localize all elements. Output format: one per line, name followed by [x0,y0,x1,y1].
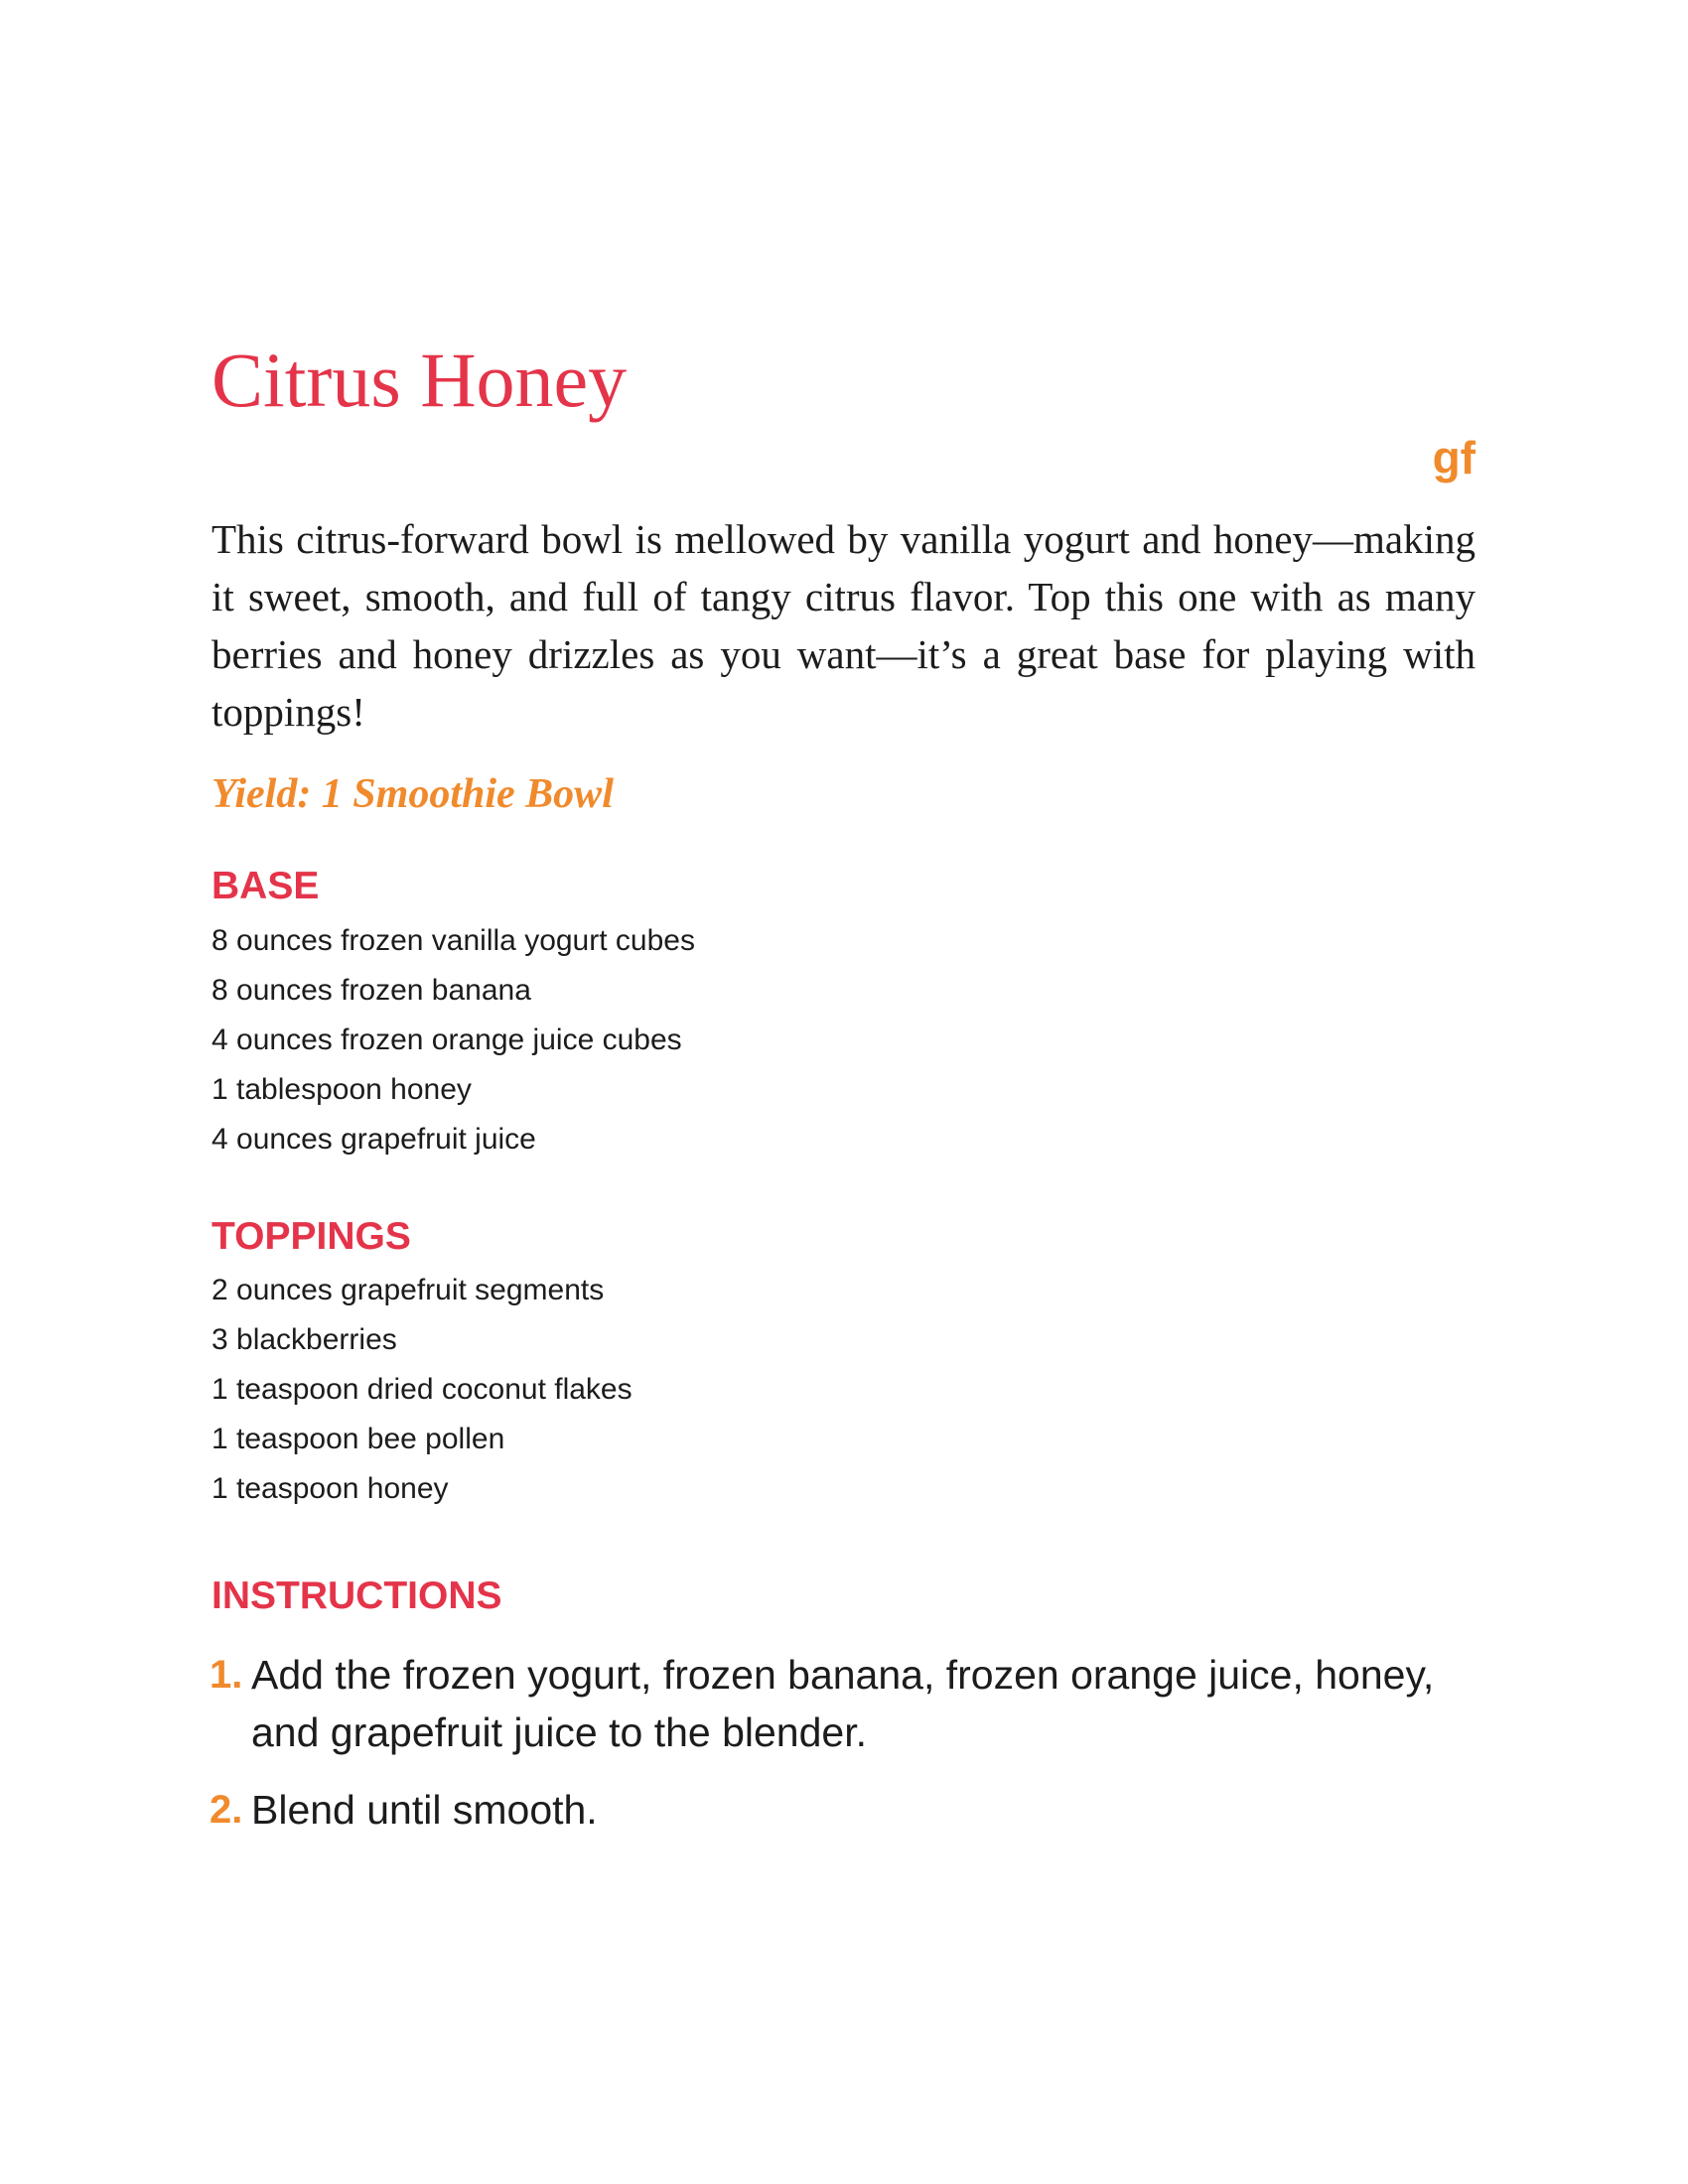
recipe-page [211,338,1476,1858]
topping-item: 1 teaspoon dried coconut flakes [211,1373,633,1407]
step-number: 1. [210,1653,243,1698]
instruction-step [211,1781,1476,1839]
topping-item: 3 blackberries [211,1323,397,1357]
ingredient-item: 4 ounces grapefruit juice [211,1122,536,1156]
toppings-heading: TOPPINGS [211,1214,411,1258]
ingredient-item: 4 ounces frozen orange juice cubes [211,1023,682,1056]
topping-item: 1 teaspoon honey [211,1472,449,1506]
base-ingredient-list [211,916,1476,1164]
gluten-free-badge: gf [1432,431,1476,483]
topping-item: 2 ounces grapefruit segments [211,1274,605,1307]
instruction-step [211,1646,1476,1761]
badge-row [211,431,1476,484]
topping-item: 1 teaspoon bee pollen [211,1423,505,1456]
instruction-steps [211,1646,1476,1839]
instructions-heading: INSTRUCTIONS [211,1574,502,1618]
ingredient-item: 8 ounces frozen vanilla yogurt cubes [211,923,695,957]
ingredient-item: 8 ounces frozen banana [211,973,531,1007]
step-text: Add the frozen yogurt, frozen banana, frozen orange juice, honey, and grapefruit juice to the blender. [251,1652,1435,1756]
toppings-ingredient-list [211,1266,1476,1514]
recipe-title: Citrus Honey [211,337,628,423]
base-heading: BASE [211,864,320,907]
step-text: Blend until smooth. [251,1787,598,1834]
step-number: 2. [210,1788,243,1833]
recipe-yield: Yield: 1 Smoothie Bowl [211,770,614,817]
ingredient-item: 1 tablespoon honey [211,1072,472,1106]
recipe-intro: This citrus-forward bowl is mellowed by vanilla yogurt and honey—making it sweet, smooth, and full of tangy citrus flavor. Top this one with as many berries and honey drizzles as you want—it’s a great base for playing with toppings! [211,515,1476,735]
